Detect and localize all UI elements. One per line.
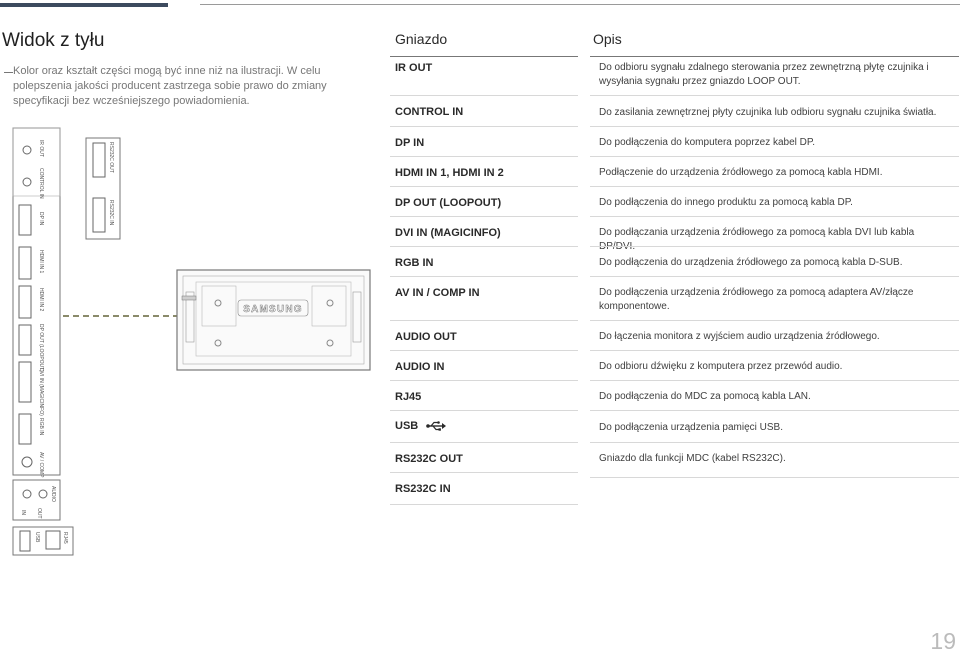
- port-av-comp-in: AV IN / COMP IN: [395, 287, 480, 299]
- row-rule: [590, 276, 959, 277]
- row-rule: [390, 156, 578, 157]
- column-header-desc: Opis: [593, 31, 622, 47]
- label-ir-out: IR OUT: [38, 140, 44, 157]
- row-rule: [590, 320, 959, 321]
- row-rule: [590, 216, 959, 217]
- port-dp-in: DP IN: [395, 137, 425, 149]
- connector-column-left: [13, 128, 60, 478]
- row-rule: [390, 504, 578, 505]
- label-hdmi2: HDMI IN 2: [38, 288, 44, 312]
- row-rule: [590, 410, 959, 411]
- port-hdmi-in: HDMI IN 1, HDMI IN 2: [395, 167, 504, 179]
- row-rule: [390, 380, 578, 381]
- row-rule: [390, 472, 578, 473]
- rs232c-column: [86, 138, 120, 239]
- label-hdmi1: HDMI IN 1: [38, 250, 44, 274]
- desc-rgb-in: Do podłączenia do urządzenia źródłowego za pomocą kabla D-SUB.: [599, 257, 903, 268]
- row-rule: [390, 410, 578, 411]
- row-rule: [590, 350, 959, 351]
- desc-rj45: Do podłączenia do MDC za pomocą kabla LAN.: [599, 391, 811, 402]
- row-rule: [590, 380, 959, 381]
- port-dvi-in: DVI IN (MAGICINFO): [395, 227, 501, 239]
- row-rule: [590, 126, 959, 127]
- label-dp-out: DP OUT (LOOPOUT): [38, 324, 44, 372]
- desc-av-comp-in: Do podłączenia urządzenia źródłowego za pomocą adaptera AV/złącze komponentowe.: [599, 287, 914, 312]
- desc-dvi-in: Do podłączania urządzenia źródłowego za pomocą kabla DVI lub kabla: [599, 227, 915, 238]
- label-av-comp: AV / COMP: [38, 452, 44, 478]
- row-rule: [590, 186, 959, 187]
- label-usb: USB: [34, 532, 40, 543]
- display-back: [177, 270, 370, 370]
- label-dvi-in: DVI IN (MAGICINFO): [38, 368, 44, 416]
- rear-panel-illustration: [0, 0, 380, 654]
- port-audio-in: AUDIO IN: [395, 361, 445, 373]
- label-dp-in: DP IN: [38, 212, 44, 226]
- header-rule-port: [390, 56, 578, 57]
- desc-rs232c: Gniazdo dla funkcji MDC (kabel RS232C).: [599, 453, 786, 464]
- label-audio-in: IN: [20, 510, 26, 515]
- port-rs232c-out: RS232C OUT: [395, 453, 463, 465]
- desc-dp-in: Do podłączenia do komputera poprzez kabel DP.: [599, 137, 816, 148]
- label-audio: AUDIO: [50, 486, 56, 502]
- row-rule: [390, 186, 578, 187]
- row-rule: [590, 246, 959, 247]
- row-rule: [590, 442, 959, 443]
- usb-rj45-block: [13, 527, 73, 555]
- desc-audio-in: Do odbioru dźwięku z komputera przez przewód audio.: [599, 361, 843, 372]
- desc-usb: Do podłączenia urządzenia pamięci USB.: [599, 422, 783, 433]
- label-rgb-in: RGB IN: [38, 418, 44, 436]
- usb-icon: [426, 421, 446, 431]
- row-rule: [390, 276, 578, 277]
- port-dp-out: DP OUT (LOOPOUT): [395, 197, 502, 209]
- row-rule: [590, 156, 959, 157]
- row-rule: [590, 477, 959, 478]
- port-rj45: RJ45: [395, 391, 422, 403]
- desc-dp-out: Do podłączenia do innego produktu za pomocą kabla DP.: [599, 197, 853, 208]
- port-audio-out: AUDIO OUT: [395, 331, 457, 343]
- desc-hdmi-in: Podłączenie do urządzenia źródłowego za pomocą kabla HDMI.: [599, 167, 883, 178]
- row-rule: [390, 126, 578, 127]
- page-heading: Widok z tyłu: [2, 30, 105, 51]
- column-header-port: Gniazdo: [395, 31, 448, 47]
- label-control-in: CONTROL IN: [38, 168, 44, 199]
- row-rule: [590, 95, 959, 96]
- port-rs232c-in: RS232C IN: [395, 483, 451, 495]
- label-rs232c-out: RS232C OUT: [108, 142, 114, 173]
- row-rule: [390, 95, 578, 96]
- label-rj45: RJ45: [62, 532, 68, 544]
- label-audio-out: OUT: [36, 508, 42, 519]
- row-rule: [390, 320, 578, 321]
- row-rule: [390, 350, 578, 351]
- port-usb-label: USB: [395, 420, 419, 432]
- header-rule-desc: [590, 56, 959, 57]
- row-rule: [390, 246, 578, 247]
- port-control-in: CONTROL IN: [395, 106, 464, 118]
- samsung-logo: SAMSUNG: [243, 304, 303, 315]
- desc-control-in: Do zasilania zewnętrznej płyty czujnika lub odbioru sygnału czujnika światła.: [599, 107, 937, 118]
- row-rule: [390, 216, 578, 217]
- port-ir-out: IR OUT: [395, 62, 433, 74]
- desc-ir-out: Do odbioru sygnału zdalnego sterowania przez zewnętrzną płytę czujnika i wysyłania sygnału przez gniazdo LOOP OUT.: [599, 62, 929, 87]
- port-rgb-in: RGB IN: [395, 257, 434, 269]
- audio-block: [13, 480, 60, 520]
- port-usb: [395, 420, 446, 432]
- note-text: Kolor oraz kształt części mogą być inne niż na ilustracji. W celu polepszenia jakości producent zastrzega sobie prawo do zmiany specyfikacji bez wcześniejszego powiadomienia.: [13, 65, 327, 107]
- desc-audio-out: Do łączenia monitora z wyjściem audio urządzenia źródłowego.: [599, 331, 880, 342]
- label-rs232c-in: RS232C IN: [108, 200, 114, 226]
- page-number: 19: [930, 628, 956, 654]
- row-rule: [390, 442, 578, 443]
